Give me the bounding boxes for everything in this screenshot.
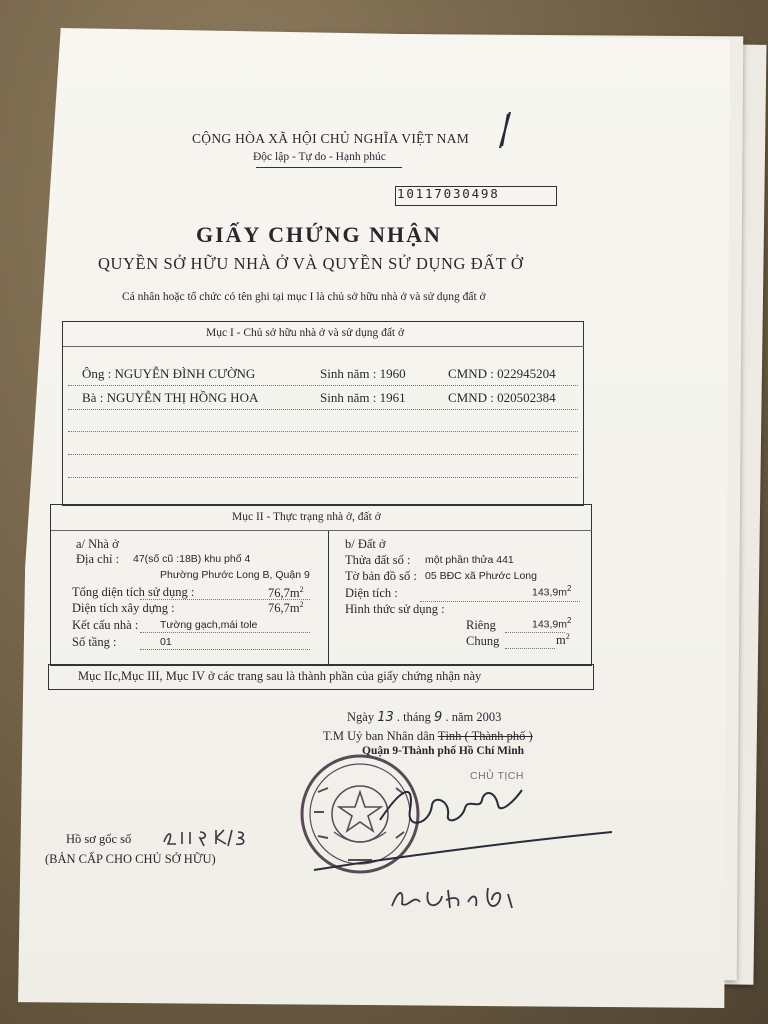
owner-prefix: Ông xyxy=(82,366,105,381)
owner-name: NGUYỄN THỊ HỒNG HOA xyxy=(106,390,259,405)
certificate-subtitle: QUYỀN SỞ HỮU NHÀ Ở VÀ QUYỀN SỬ DỤNG ĐẤT Ở xyxy=(98,254,524,273)
motto-underline xyxy=(256,167,402,168)
section-1-box xyxy=(62,321,584,506)
divider xyxy=(51,530,592,531)
shared-label: Chung xyxy=(466,634,500,648)
built-area-value: $76,7m^2$ xyxy=(268,600,304,616)
intro-text: Cá nhân hoặc tổ chức có tên ghi tại mục I là chủ sở hữu nhà ở và sử dụng đất ở xyxy=(122,291,486,303)
birth-year: 1960 xyxy=(379,366,406,381)
pen-mark-icon xyxy=(490,108,520,158)
section-1-heading: Mục I - Chủ sở hữu nhà ở và sử dụng đất ở xyxy=(206,327,405,339)
divider xyxy=(63,346,584,347)
footer-note: Mục IIc,Mục III, Mục IV ở các trang sau là thành phần của giấy chứng nhận này xyxy=(78,669,482,683)
shared-value: $m^2$ xyxy=(556,632,570,648)
plot-label: Thửa đất số : xyxy=(345,553,411,567)
authority-line-2: Quận 9-Thành phố Hồ Chí Minh xyxy=(362,745,525,757)
dotted-line xyxy=(68,409,578,410)
nation-heading: CỘNG HÒA XÃ HỘI CHỦ NGHĨA VIỆT NAM xyxy=(192,131,470,146)
owner-id-1: CMND : 022945204 xyxy=(448,366,556,381)
total-area-label: Tổng diện tích sử dụng : xyxy=(72,585,195,599)
certificate-title: GIẤY CHỨNG NHẬN xyxy=(196,222,442,247)
floors-label: Số tầng : xyxy=(72,635,117,649)
record-label: Hồ sơ gốc số xyxy=(66,832,132,846)
signature-stroke-icon xyxy=(310,828,620,878)
dotted-line xyxy=(505,632,565,633)
dotted-line xyxy=(68,385,578,386)
house-label: a/ Nhà ở xyxy=(76,537,119,551)
date-day-handwritten: 13 xyxy=(377,710,394,725)
address-label: Địa chỉ : xyxy=(76,552,120,566)
id-number: 020502384 xyxy=(497,390,556,405)
land-area-value: $143,9m^2$ xyxy=(532,584,572,599)
land-area-label: Diện tích : xyxy=(345,586,398,600)
floors-value: 01 xyxy=(160,636,172,648)
address-line-2: Phường Phước Long B, Quận 9 xyxy=(160,569,310,581)
owner-prefix: Bà xyxy=(82,390,97,405)
owner-birth-2: Sinh năm : 1961 xyxy=(320,390,406,405)
national-motto: Độc lập - Tự do - Hạnh phúc xyxy=(253,151,386,163)
owner-name: NGUYỄN ĐÌNH CƯỜNG xyxy=(114,366,256,381)
owner-id-2: CMND : 020502384 xyxy=(448,390,556,405)
owner-row-2: Bà : NGUYỄN THỊ HỒNG HOA xyxy=(82,390,259,405)
column-divider xyxy=(328,531,329,664)
total-area-value: $76,7m^2$ xyxy=(268,585,304,601)
date-year: 2003 xyxy=(476,710,502,724)
map-value: 05 BĐC xã Phước Long xyxy=(425,570,537,582)
dotted-line xyxy=(140,649,310,650)
land-label: b/ Đất ở xyxy=(345,537,386,551)
copy-note: (BẢN CẤP CHO CHỦ SỞ HỮU) xyxy=(45,852,216,866)
structure-label: Kết cấu nhà : xyxy=(72,618,139,632)
owner-row-1: Ông : NGUYỄN ĐÌNH CƯỜNG xyxy=(82,366,256,381)
dotted-line xyxy=(68,477,578,478)
signer-name-handwritten-icon xyxy=(388,880,528,916)
private-label: Riêng xyxy=(466,618,496,632)
built-area-label: Diện tích xây dựng : xyxy=(72,601,175,615)
dotted-line xyxy=(505,648,555,649)
birth-year: 1961 xyxy=(379,390,406,405)
struck-text: Tỉnh ( Thành phố ) xyxy=(437,729,533,743)
private-value: $143,9m^2$ xyxy=(532,616,572,631)
record-number-handwritten-icon xyxy=(160,824,250,850)
structure-value: Tường gạch,mái tole xyxy=(160,619,258,631)
section-2-heading: Mục II - Thực trạng nhà ở, đất ở xyxy=(232,511,381,523)
authority-line-1: T.M Uỷ ban Nhân dân Tỉnh ( Thành phố ) xyxy=(323,729,533,743)
dotted-line xyxy=(68,454,578,455)
issue-date: Ngày 13 . tháng 9 . năm 2003 xyxy=(347,710,502,725)
usage-label: Hình thức sử dụng : xyxy=(345,602,445,616)
map-label: Tờ bản đồ số : xyxy=(345,569,417,583)
address-line-1: 47(số cũ :18B) khu phố 4 xyxy=(133,553,251,565)
position-title: CHỦ TỊCH xyxy=(470,770,524,782)
id-number: 022945204 xyxy=(497,366,556,381)
plot-value: một phần thửa 441 xyxy=(425,554,514,566)
dotted-line xyxy=(420,601,580,602)
dotted-line xyxy=(140,632,310,633)
serial-number: 10117030498 xyxy=(397,186,500,201)
date-month-handwritten: 9 xyxy=(434,710,443,725)
dotted-line xyxy=(68,431,578,432)
dotted-line xyxy=(140,599,310,600)
owner-birth-1: Sinh năm : 1960 xyxy=(320,366,406,381)
